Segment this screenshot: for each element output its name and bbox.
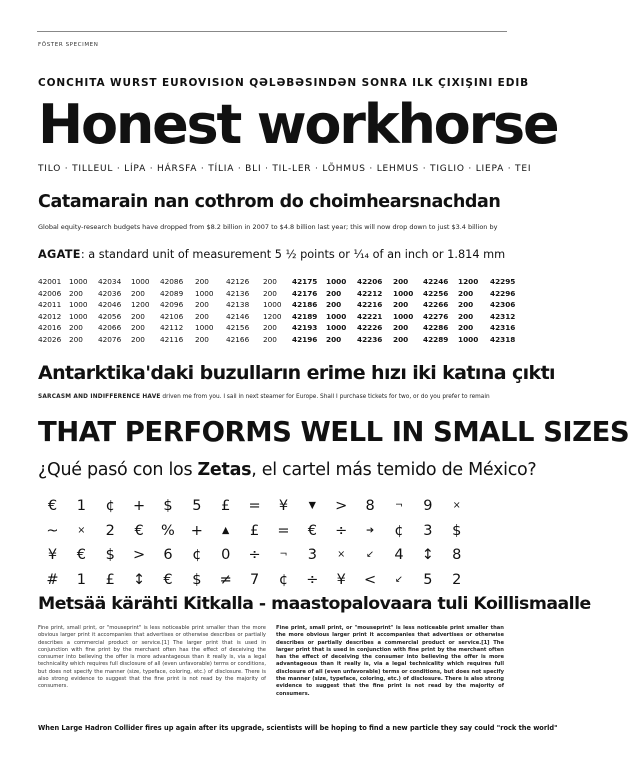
number-cell: 42216	[357, 300, 383, 310]
number-cell: 1000	[195, 288, 214, 298]
number-cell: 200	[458, 323, 474, 333]
symbol-glyph: 9	[423, 498, 433, 514]
symbol-glyph: €	[76, 547, 86, 563]
symbol-glyph: 5	[192, 498, 202, 514]
number-cell: 42026	[38, 334, 62, 344]
sarcasm-line	[38, 394, 490, 400]
number-cell: 1200	[458, 277, 479, 286]
symbol-glyph: 3	[307, 547, 317, 563]
number-cell: 42212	[357, 288, 383, 298]
symbol-glyph: £	[221, 498, 231, 514]
symbol-glyph: ▼	[308, 500, 316, 511]
symbol-glyph: ~	[46, 522, 59, 539]
symbol-glyph: ¬	[394, 500, 403, 511]
number-cell: 42276	[423, 311, 449, 321]
symbol-glyph: ÷	[306, 571, 319, 588]
number-cell: 42226	[357, 323, 383, 333]
number-cell: 42086	[160, 277, 184, 286]
number-cell: 200	[393, 300, 409, 310]
number-cell: 42246	[423, 277, 449, 286]
symbol-glyph: 3	[423, 522, 433, 539]
number-cell: 42016	[38, 323, 62, 333]
specimen-header-label: FÖSTER SPECIMEN	[38, 42, 99, 48]
symbol-glyph: =	[248, 498, 261, 514]
number-cell: 1200	[263, 311, 282, 321]
number-cell: 200	[263, 277, 277, 286]
number-cell: 200	[69, 288, 83, 298]
number-cell: 42236	[357, 334, 383, 344]
tree-names-line: TILO · TILLEUL · LÍPA · HÁRSFA · TÍLIA · BLI · TIL‑LER · LÕHMUS · LEHMUS · TIGLIO · LIEPA · TEI	[38, 164, 532, 174]
number-cell: 1000	[326, 323, 347, 333]
spanish-after: , el cartel más temido de México?	[251, 460, 537, 480]
symbol-row	[38, 568, 500, 593]
number-cell: 1000	[326, 311, 347, 321]
number-cell: 42289	[423, 334, 449, 344]
number-cell: 200	[393, 323, 409, 333]
number-cell: 1000	[326, 277, 347, 286]
number-cell: 200	[263, 334, 277, 344]
symbol-glyph: 8	[452, 547, 462, 563]
number-cell: 1000	[69, 300, 88, 310]
symbol-glyph: %	[161, 522, 175, 539]
number-cell: 42126	[226, 277, 250, 286]
number-cell: 200	[326, 288, 342, 298]
number-cell: 200	[195, 300, 209, 310]
number-cell: 42176	[292, 288, 318, 298]
spanish-bold: Zetas	[197, 460, 252, 480]
number-cell: 42296	[490, 288, 516, 298]
number-cell: 42089	[160, 288, 184, 298]
symbol-glyph: 1	[76, 571, 86, 588]
number-cell: 1000	[131, 277, 150, 286]
symbol-glyph: £	[105, 571, 115, 588]
number-cell: 42138	[226, 300, 250, 310]
symbol-glyph: ¥	[47, 547, 58, 563]
sarcasm-rest: driven me from you. I sail in next steamer for Europe. Shall I purchase tickets for two, or do you prefer to remain	[160, 394, 490, 400]
symbol-glyph: $	[105, 547, 115, 563]
number-cell: 42186	[292, 300, 318, 310]
number-cell: 1000	[69, 277, 88, 286]
symbol-glyph: ↕	[132, 571, 146, 588]
symbol-glyph: ¬	[279, 549, 288, 560]
symbol-glyph: ¢	[278, 571, 289, 588]
symbol-glyph: 1	[76, 498, 86, 514]
number-cell: 200	[458, 300, 474, 310]
number-cell: 42295	[490, 277, 516, 286]
number-cell: 200	[131, 311, 145, 321]
number-cell: 200	[458, 288, 474, 298]
number-cell: 42316	[490, 323, 516, 333]
symbol-glyph: $	[452, 522, 462, 539]
symbol-glyph: €	[163, 571, 173, 588]
number-cell: 42189	[292, 311, 318, 321]
symbol-glyph: €	[307, 522, 317, 539]
symbol-glyph: ¥	[336, 571, 346, 588]
finnish-headline: Metsää kärähti Kitkalla - maastopalovaara tuli Koillismaalle	[38, 594, 591, 614]
number-cell: 42256	[423, 288, 449, 298]
number-cell: 200	[195, 277, 209, 286]
number-cell: 42096	[160, 300, 184, 310]
global-equity-line: Global equity-research budgets have dropped from $8.2 billion in 2007 to $4.8 billion last year; this will now drop down to just $3.4 billion by	[38, 223, 498, 231]
irish-headline: Catamarain nan cothrom do choimhearsnachdan	[38, 192, 501, 212]
symbol-glyph: £	[249, 522, 260, 539]
sarcasm-lead: SARCASM AND INDIFFERENCE HAVE	[38, 394, 161, 400]
number-cell: 42106	[160, 311, 184, 321]
agate-term: AGATE	[38, 248, 81, 261]
symbol-glyph: ¢	[105, 498, 115, 514]
number-cell: 42011	[38, 300, 62, 310]
spanish-before: ¿Qué pasó con los	[38, 460, 198, 480]
symbol-glyph: ↙	[366, 549, 375, 560]
number-cell: 200	[393, 334, 409, 344]
number-cell: 200	[263, 323, 277, 333]
number-cell: 42306	[490, 300, 516, 310]
small-sizes-headline: THAT PERFORMS WELL IN SMALL SIZES	[38, 416, 629, 448]
symbol-glyph: >	[335, 498, 348, 514]
number-cell: 42136	[226, 288, 250, 298]
symbol-glyph: +	[132, 498, 146, 514]
number-cell: 42076	[98, 334, 122, 344]
symbol-glyph: ÷	[335, 522, 348, 539]
number-cell: 42312	[490, 311, 516, 321]
symbol-glyph: ▲	[222, 524, 230, 536]
symbol-glyph: 4	[394, 547, 404, 563]
symbol-glyph: ×	[452, 500, 461, 511]
symbol-glyph: <	[363, 571, 377, 588]
symbol-row	[38, 543, 500, 568]
number-cell: 200	[263, 288, 277, 298]
symbol-glyph: ↕	[421, 547, 434, 563]
number-cell: 1000	[393, 311, 414, 321]
symbol-glyph: ¢	[192, 547, 202, 563]
hero-headline: Honest workhorse	[38, 93, 558, 156]
number-cell: 42166	[226, 334, 250, 344]
symbol-glyph: ¢	[394, 522, 404, 539]
symbol-glyph: 7	[249, 571, 260, 588]
symbol-glyph: 5	[423, 571, 433, 588]
number-cell: 200	[131, 323, 145, 333]
number-cell: 42146	[226, 311, 250, 321]
symbol-glyph: 0	[221, 547, 231, 563]
symbol-glyph: ×	[77, 524, 86, 536]
symbol-glyph: +	[190, 522, 203, 539]
number-cell: 200	[195, 334, 209, 344]
number-cell: 200	[458, 311, 474, 321]
number-cell: 42196	[292, 334, 318, 344]
turkish-headline: Antarktika'daki buzulların erime hızı iki katına çıktı	[38, 362, 555, 384]
number-cell: 42056	[98, 311, 122, 321]
number-cell: 42156	[226, 323, 250, 333]
agate-definition-text: : a standard unit of measurement 5 ½ points or ¹⁄₁₄ of an inch or 1.814 mm	[80, 248, 506, 261]
number-cell: 42001	[38, 277, 62, 286]
number-cell: 200	[326, 300, 342, 310]
number-cell: 42286	[423, 323, 449, 333]
symbol-glyph: 6	[163, 547, 173, 563]
agate-definition	[38, 248, 505, 261]
number-cell: 1000	[195, 323, 214, 333]
number-cell: 1000	[263, 300, 282, 310]
number-cell: 42036	[98, 288, 122, 298]
symbol-glyph: >	[132, 547, 146, 563]
number-cell: 42116	[160, 334, 184, 344]
symbol-glyph: €	[134, 522, 144, 539]
number-cell: 1000	[458, 334, 479, 344]
number-cell: 42221	[357, 311, 383, 321]
symbol-row	[38, 519, 500, 544]
symbol-glyph: #	[46, 571, 59, 588]
fine-print-regular: Fine print, small print, or "mouseprint" is less noticeable print smaller than the more obvious larger print it accompanies that advertises or otherwise describes or partially describes a commercial product or service.[1] The larger print that is used in conjunction with fine print by the merchant often has the effect of deceiving the consumer into believing the offer is more advantageous than it really is, via a legal technicality which requires full disclosure of all (even unfavorable) terms or conditions, but does not specify the manner (size, typeface, coloring, etc.) of disclosure. There is also strong evidence to suggest that the fine print is not read by the majority of consumers.	[38, 625, 266, 690]
number-cell: 42112	[160, 323, 184, 333]
symbol-row	[38, 494, 500, 519]
number-cell: 200	[393, 277, 409, 286]
number-cell: 42206	[357, 277, 383, 286]
kicker-line: CONCHITA WURST EUROVISION QƏLƏBƏSINDƏN SONRA ILK ÇIXIŞINI EDIB	[38, 77, 530, 89]
symbol-grid	[38, 494, 500, 592]
number-cell: 1200	[131, 300, 150, 310]
symbol-glyph: =	[277, 522, 290, 539]
number-cell: 42266	[423, 300, 449, 310]
symbol-glyph: €	[47, 498, 58, 514]
symbol-glyph: 2	[452, 571, 462, 588]
number-cell: 42046	[98, 300, 122, 310]
number-cell: 42175	[292, 277, 318, 286]
collider-line: When Large Hadron Collider fires up again after its upgrade, scientists will be hoping to find a new particle they say could "rock the world"	[38, 724, 558, 732]
number-cell: 42034	[98, 277, 122, 286]
symbol-glyph: ≠	[219, 571, 232, 588]
number-cell: 42012	[38, 311, 62, 321]
fine-print-bold: Fine print, small print, or "mouseprint" is less noticeable print smaller than the more obvious larger print it accompanies that advertises or otherwise describes or partially describes a commercial product or service.[1] The larger print that is used in conjunction with fine print by the merchant often has the effect of deceiving the consumer into believing the offer is more advantageous than it really is, via a legal technicality which requires full disclosure of all (even unfavorable) terms or conditions, but does not specify the manner (size, typeface, coloring, etc.) of disclosure. There is also strong evidence to suggest that the fine print is not read by the majority of consumers.	[276, 625, 504, 697]
number-cell: 1000	[69, 311, 88, 321]
number-cell: 1000	[393, 288, 414, 298]
symbol-glyph: ↙	[394, 573, 403, 585]
number-cell: 42006	[38, 288, 62, 298]
top-rule	[37, 31, 507, 32]
spanish-headline	[38, 460, 536, 480]
number-cell: 200	[69, 334, 83, 344]
symbol-glyph: ➔	[366, 524, 375, 536]
number-cell: 200	[195, 311, 209, 321]
symbol-glyph: 2	[105, 522, 115, 539]
symbol-glyph: ÷	[248, 547, 261, 563]
number-cell: 42193	[292, 323, 318, 333]
number-cell: 42066	[98, 323, 122, 333]
symbol-glyph: $	[192, 571, 202, 588]
symbol-glyph: $	[163, 498, 173, 514]
symbol-glyph: ¥	[278, 498, 289, 514]
number-cell: 200	[131, 334, 145, 344]
number-cell: 200	[69, 323, 83, 333]
number-cell: 200	[326, 334, 342, 344]
symbol-glyph: ×	[337, 549, 346, 560]
number-cell: 200	[131, 288, 145, 298]
number-cell: 42318	[490, 334, 516, 344]
symbol-glyph: 8	[365, 498, 375, 514]
